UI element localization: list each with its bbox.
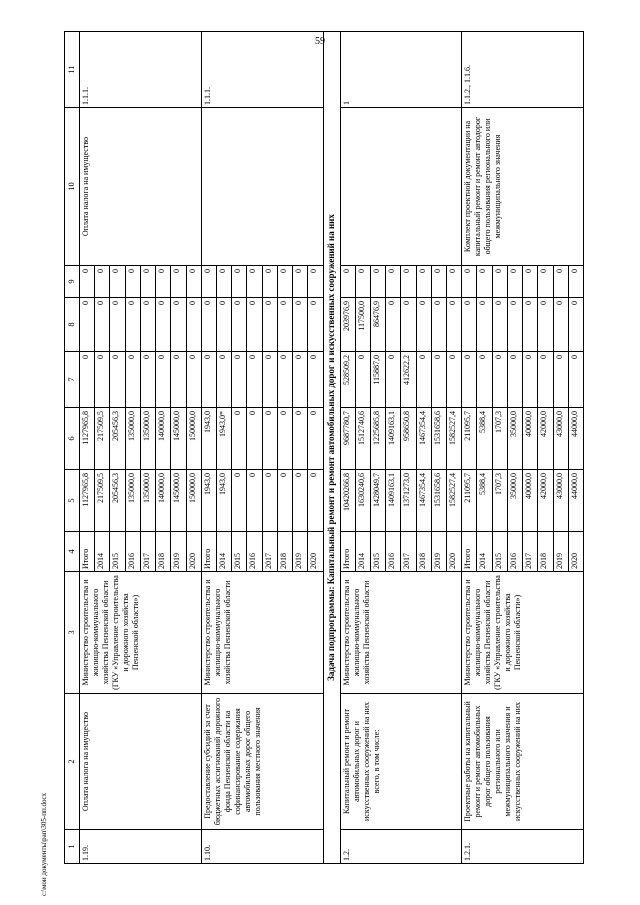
other-sources-cell: 0 [186, 266, 201, 298]
header-cell: 1 [65, 830, 80, 864]
local-budget-cell: 0 [386, 298, 401, 352]
local-budget-cell: 0 [293, 298, 308, 352]
other-sources-cell: 0 [293, 266, 308, 298]
local-budget-cell: 203976,9 [340, 298, 355, 352]
row-number-cell: 1.2.1. [462, 830, 584, 864]
row-number-cell: 1.2. [340, 830, 462, 864]
federal-budget-cell: 0 [416, 352, 431, 408]
federal-budget-cell: 412622,2 [401, 352, 416, 408]
other-sources-cell: 0 [247, 266, 262, 298]
regional-budget-cell: 1943,0* [216, 408, 231, 470]
local-budget-cell: 0 [156, 298, 171, 352]
expected-result-cell: Оплата налога на имущество [80, 108, 202, 266]
federal-budget-cell: 0 [477, 352, 492, 408]
footer-file-path: c:\мои документы\рап\305-пп.docx [40, 792, 48, 896]
regional-budget-cell: 217509,5 [95, 408, 110, 470]
federal-budget-cell: 0 [277, 352, 292, 408]
local-budget-cell: 0 [447, 298, 462, 352]
other-sources-cell: 0 [156, 266, 171, 298]
year-cell: 2014 [95, 532, 110, 572]
total-amount-cell: 42000,0 [538, 470, 553, 532]
total-amount-cell: 44000,0 [568, 470, 583, 532]
local-budget-cell: 0 [477, 298, 492, 352]
federal-budget-cell: 0 [232, 352, 247, 408]
local-budget-cell: 0 [140, 298, 155, 352]
local-budget-cell: 0 [568, 298, 583, 352]
program-activities-table [64, 31, 584, 864]
regional-budget-cell: 0 [293, 408, 308, 470]
other-sources-cell: 0 [80, 266, 95, 298]
header-cell: 4 [65, 532, 80, 572]
total-amount-cell: 0 [308, 470, 323, 532]
expected-result-cell: Комплект проектной документации на капитальный ремонт и ремонт автодорог общего пользования регионального или межмуниципального значения [462, 108, 584, 266]
total-amount-cell: 1707,3 [492, 470, 507, 532]
federal-budget-cell: 0 [355, 352, 370, 408]
regional-budget-cell: 135000,0 [140, 408, 155, 470]
other-sources-cell: 0 [462, 266, 477, 298]
total-amount-cell: 205456,3 [110, 470, 125, 532]
local-budget-cell: 0 [80, 298, 95, 352]
federal-budget-cell: 0 [431, 352, 446, 408]
regional-budget-cell: 145000,0 [171, 408, 186, 470]
other-sources-cell: 0 [277, 266, 292, 298]
other-sources-cell: 0 [386, 266, 401, 298]
year-cell: Итого [340, 532, 355, 572]
other-sources-cell: 0 [232, 266, 247, 298]
year-cell: 2016 [125, 532, 140, 572]
other-sources-cell: 0 [568, 266, 583, 298]
total-amount-cell: 145000,0 [171, 470, 186, 532]
regional-budget-cell: 1127965,8 [80, 408, 95, 470]
federal-budget-cell: 0 [247, 352, 262, 408]
federal-budget-cell: 0 [95, 352, 110, 408]
local-budget-cell: 0 [538, 298, 553, 352]
total-amount-cell: 0 [247, 470, 262, 532]
year-cell: 2014 [477, 532, 492, 572]
year-cell: 2014 [216, 532, 231, 572]
local-budget-cell: 0 [201, 298, 216, 352]
local-budget-cell: 0 [95, 298, 110, 352]
header-row [65, 32, 80, 864]
other-sources-cell: 0 [355, 266, 370, 298]
indicator-ref-cell: 1.1.1. [201, 32, 323, 108]
other-sources-cell: 0 [401, 266, 416, 298]
federal-budget-cell: 0 [538, 352, 553, 408]
table-row [80, 32, 95, 864]
year-cell: 2015 [370, 532, 385, 572]
total-amount-cell: 217509,5 [95, 470, 110, 532]
total-amount-cell: 1371273,0 [401, 470, 416, 532]
total-amount-cell: 40000,0 [523, 470, 538, 532]
executor-cell: Министерство строительства и жилищно-коммунального хозяйства Пензенской области [340, 572, 462, 694]
federal-budget-cell: 0 [201, 352, 216, 408]
header-cell: 5 [65, 470, 80, 532]
total-amount-cell: 35000,0 [507, 470, 522, 532]
federal-budget-cell: 0 [568, 352, 583, 408]
federal-budget-cell: 0 [156, 352, 171, 408]
regional-budget-cell: 1943,0 [201, 408, 216, 470]
header-cell: 2 [65, 694, 80, 830]
total-amount-cell: 5388,4 [477, 470, 492, 532]
local-budget-cell: 117500,0 [355, 298, 370, 352]
row-number-cell: 1.10. [201, 830, 323, 864]
expected-result-cell [201, 108, 323, 266]
year-cell: 2018 [538, 532, 553, 572]
other-sources-cell: 0 [447, 266, 462, 298]
federal-budget-cell: 528509,2 [340, 352, 355, 408]
federal-budget-cell: 0 [125, 352, 140, 408]
total-amount-cell: 0 [277, 470, 292, 532]
regional-budget-cell: 9687780,7 [340, 408, 355, 470]
local-budget-cell: 0 [277, 298, 292, 352]
local-budget-cell: 0 [232, 298, 247, 352]
local-budget-cell: 0 [186, 298, 201, 352]
rotated-table-wrapper [64, 32, 584, 864]
federal-budget-cell: 0 [293, 352, 308, 408]
year-cell: 2020 [568, 532, 583, 572]
total-amount-cell: 211095,7 [462, 470, 477, 532]
total-amount-cell: 10420266,8 [340, 470, 355, 532]
activity-name-cell: Капитальный ремонт и ремонт автомобильных дорог и искусственных сооружений на них всего, в том числе: [340, 694, 462, 830]
total-amount-cell: 1582527,4 [447, 470, 462, 532]
regional-budget-cell: 211095,7 [462, 408, 477, 470]
other-sources-cell: 0 [416, 266, 431, 298]
regional-budget-cell: 1512740,6 [355, 408, 370, 470]
year-cell: 2018 [156, 532, 171, 572]
year-cell: 2019 [431, 532, 446, 572]
federal-budget-cell: 0 [110, 352, 125, 408]
header-cell: 6 [65, 408, 80, 470]
local-budget-cell: 0 [401, 298, 416, 352]
year-cell: 2019 [171, 532, 186, 572]
table-frame [64, 32, 584, 864]
federal-budget-cell: 0 [553, 352, 568, 408]
total-amount-cell: 0 [232, 470, 247, 532]
total-amount-cell: 1531658,6 [431, 470, 446, 532]
page-number: 59 [315, 36, 325, 47]
regional-budget-cell: 1707,3 [492, 408, 507, 470]
other-sources-cell: 0 [553, 266, 568, 298]
regional-budget-cell: 1531658,6 [431, 408, 446, 470]
regional-budget-cell: 150000,0 [186, 408, 201, 470]
indicator-ref-cell: 1 [340, 32, 462, 108]
expected-result-cell [340, 108, 462, 266]
total-amount-cell: 140000,0 [156, 470, 171, 532]
regional-budget-cell: 35000,0 [507, 408, 522, 470]
year-cell: 2015 [232, 532, 247, 572]
regional-budget-cell: 44000,0 [568, 408, 583, 470]
regional-budget-cell: 1467354,4 [416, 408, 431, 470]
year-cell: 2016 [507, 532, 522, 572]
local-budget-cell: 86476,9 [370, 298, 385, 352]
other-sources-cell: 0 [216, 266, 231, 298]
regional-budget-cell: 40000,0 [523, 408, 538, 470]
year-cell: 2016 [247, 532, 262, 572]
federal-budget-cell: 115887,0 [370, 352, 385, 408]
regional-budget-cell: 1225685,8 [370, 408, 385, 470]
section-title: Задача подпрограммы: Капитальный ремонт и ремонт автомобильных дорог и искусственных сооружений на них [323, 32, 340, 864]
year-cell: 2014 [355, 532, 370, 572]
indicator-ref-cell: 1.1.2., 1.1.6. [462, 32, 584, 108]
total-amount-cell: 0 [262, 470, 277, 532]
year-cell: 2016 [386, 532, 401, 572]
total-amount-cell: 135000,0 [125, 470, 140, 532]
year-cell: Итого [462, 532, 477, 572]
local-budget-cell: 0 [553, 298, 568, 352]
local-budget-cell: 0 [431, 298, 446, 352]
year-cell: 2017 [523, 532, 538, 572]
federal-budget-cell: 0 [171, 352, 186, 408]
executor-cell: Министерство строительства и жилищно-коммунального хозяйства Пензенской области (ГКУ «Управление строительства и дорожного хозяйства Пензенской области») [80, 572, 202, 694]
local-budget-cell: 0 [247, 298, 262, 352]
activity-name-cell: Проектные работы на капитальный ремонт и ремонт автомобильных дорог общего пользования регионального или межмуниципального значения и искусственных сооружений на них [462, 694, 584, 830]
total-amount-cell: 0 [293, 470, 308, 532]
federal-budget-cell: 0 [80, 352, 95, 408]
other-sources-cell: 0 [340, 266, 355, 298]
total-amount-cell: 1943,0 [216, 470, 231, 532]
total-amount-cell: 1943,0 [201, 470, 216, 532]
federal-budget-cell: 0 [523, 352, 538, 408]
other-sources-cell: 0 [308, 266, 323, 298]
federal-budget-cell: 0 [216, 352, 231, 408]
federal-budget-cell: 0 [140, 352, 155, 408]
table-row [201, 32, 216, 864]
indicator-ref-cell: 1.1.1. [80, 32, 202, 108]
table-row [340, 32, 355, 864]
regional-budget-cell: 0 [308, 408, 323, 470]
other-sources-cell: 0 [125, 266, 140, 298]
total-amount-cell: 1428049,7 [370, 470, 385, 532]
regional-budget-cell: 0 [262, 408, 277, 470]
total-amount-cell: 43000,0 [553, 470, 568, 532]
federal-budget-cell: 0 [262, 352, 277, 408]
year-cell: 2019 [293, 532, 308, 572]
regional-budget-cell: 140000,0 [156, 408, 171, 470]
local-budget-cell: 0 [216, 298, 231, 352]
header-cell: 3 [65, 572, 80, 694]
other-sources-cell: 0 [95, 266, 110, 298]
regional-budget-cell: 205456,3 [110, 408, 125, 470]
other-sources-cell: 0 [110, 266, 125, 298]
local-budget-cell: 0 [462, 298, 477, 352]
regional-budget-cell: 5388,4 [477, 408, 492, 470]
local-budget-cell: 0 [110, 298, 125, 352]
header-cell: 7 [65, 352, 80, 408]
federal-budget-cell: 0 [447, 352, 462, 408]
total-amount-cell: 1467354,4 [416, 470, 431, 532]
local-budget-cell: 0 [507, 298, 522, 352]
regional-budget-cell: 958650,8 [401, 408, 416, 470]
year-cell: 2020 [186, 532, 201, 572]
year-cell: 2018 [416, 532, 431, 572]
other-sources-cell: 0 [477, 266, 492, 298]
header-cell: 8 [65, 298, 80, 352]
other-sources-cell: 0 [171, 266, 186, 298]
year-cell: 2020 [447, 532, 462, 572]
federal-budget-cell: 0 [492, 352, 507, 408]
section-row [323, 32, 340, 864]
year-cell: 2017 [401, 532, 416, 572]
year-cell: 2018 [277, 532, 292, 572]
other-sources-cell: 0 [140, 266, 155, 298]
total-amount-cell: 1409163,1 [386, 470, 401, 532]
other-sources-cell: 0 [492, 266, 507, 298]
regional-budget-cell: 0 [232, 408, 247, 470]
federal-budget-cell: 0 [462, 352, 477, 408]
local-budget-cell: 0 [523, 298, 538, 352]
local-budget-cell: 0 [416, 298, 431, 352]
local-budget-cell: 0 [262, 298, 277, 352]
year-cell: Итого [201, 532, 216, 572]
other-sources-cell: 0 [431, 266, 446, 298]
federal-budget-cell: 0 [308, 352, 323, 408]
other-sources-cell: 0 [507, 266, 522, 298]
header-cell: 11 [65, 32, 80, 108]
year-cell: 2015 [110, 532, 125, 572]
total-amount-cell: 1127965,8 [80, 470, 95, 532]
regional-budget-cell: 42000,0 [538, 408, 553, 470]
activity-name-cell: Оплата налога на имущество [80, 694, 202, 830]
header-cell: 10 [65, 108, 80, 266]
total-amount-cell: 150000,0 [186, 470, 201, 532]
year-cell: 2020 [308, 532, 323, 572]
other-sources-cell: 0 [523, 266, 538, 298]
table-row [462, 32, 477, 864]
regional-budget-cell: 0 [277, 408, 292, 470]
total-amount-cell: 1630240,6 [355, 470, 370, 532]
other-sources-cell: 0 [201, 266, 216, 298]
table-body [80, 32, 584, 864]
regional-budget-cell: 0 [247, 408, 262, 470]
local-budget-cell: 0 [492, 298, 507, 352]
regional-budget-cell: 43000,0 [553, 408, 568, 470]
federal-budget-cell: 0 [507, 352, 522, 408]
federal-budget-cell: 0 [386, 352, 401, 408]
executor-cell: Министерство строительства и жилищно-коммунального хозяйства Пензенской области [201, 572, 323, 694]
year-cell: 2017 [140, 532, 155, 572]
other-sources-cell: 0 [262, 266, 277, 298]
regional-budget-cell: 1582527,4 [447, 408, 462, 470]
header-cell: 9 [65, 266, 80, 298]
year-cell: 2017 [262, 532, 277, 572]
year-cell: 2019 [553, 532, 568, 572]
activity-name-cell: Предоставление субсидий за счет бюджетных ассигнований дорожного фонда Пензенской области на софинансирование содержания автомобильных дорог общего пользования местного значения [201, 694, 323, 830]
federal-budget-cell: 0 [186, 352, 201, 408]
row-number-cell: 1.19. [80, 830, 202, 864]
year-cell: Итого [80, 532, 95, 572]
other-sources-cell: 0 [370, 266, 385, 298]
year-cell: 2015 [492, 532, 507, 572]
local-budget-cell: 0 [171, 298, 186, 352]
executor-cell: Министерство строительства и жилищно-коммунального хозяйства Пензенской области (ГКУ «Управление строительства и дорожного хозяйства Пензенской области») [462, 572, 584, 694]
local-budget-cell: 0 [125, 298, 140, 352]
local-budget-cell: 0 [308, 298, 323, 352]
other-sources-cell: 0 [538, 266, 553, 298]
regional-budget-cell: 135000,0 [125, 408, 140, 470]
total-amount-cell: 135000,0 [140, 470, 155, 532]
regional-budget-cell: 1409163,1 [386, 408, 401, 470]
